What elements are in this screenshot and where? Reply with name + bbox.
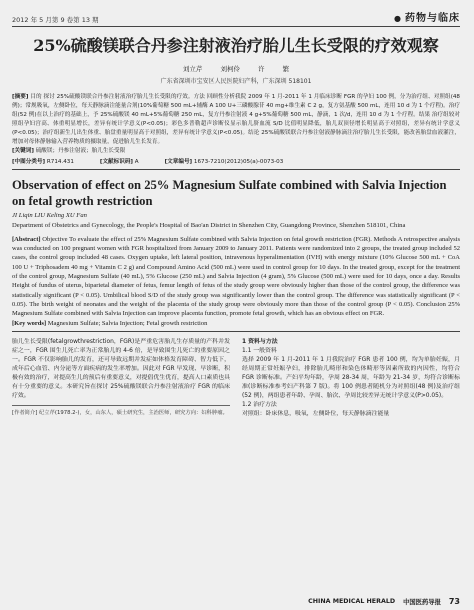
journal-name-cn: 中国医药导报 bbox=[403, 599, 441, 606]
abstract-en-text: Objective To evaluate the effect of 25% Magnesium Sulfate combined with Salvia Injection on fetal growth restriction (FGR). Methods A retrospective analysis was conducted on 100 pregnant women with FGR hospitalized from January 2009 to January 2011. Patients were randomized into 2 groups, the treated group included 52 cases, the control group included 48 cases. Oxygen uptake, left lateral position, intravenous hyperalimentation (IVH) with energy mixture (10% Glucose 500 mL + CoA 100 U + Triphosadem 40 mg + Vitamin C 2 g) and Compound Amino Acid (500 mL) were used in control group for 10 days. In the treated group, except for the treatment of the control group, Magnesium Sulfate (40 mL), 5% Glucose (250 mL) and Salvia Injection (4 gram), 5% Glucose (500 mL) were used for 10 days, once a day. Results Height of fundus of uterus, biparietal diameter of fetus, femur length of fetus of the study group were obviously higher than those of the control group, the difference was statistically significant (P < 0.05). Umbilical blood S/D of the study group was significantly lower than the control group. The difference was statistically significant (P < 0.05). The birth weight of neonates and the weight of the placenta of the study group were obviously more than those of the control group (P < 0.05). Conclusion 25% Magnesium Sulfate combined with Salvia Injection can improve placenta function, promote fetal growth, which has an obvious effect on FGR. bbox=[12, 235, 461, 318]
doc-label: [文献标识码] bbox=[99, 159, 133, 166]
page-footer bbox=[0, 597, 474, 606]
article-label: [文章编号] bbox=[164, 159, 193, 166]
keywords-en-text: Magnesium Sulfate; Salvia Injection; Fetal growth restriction bbox=[47, 319, 208, 327]
abstract-en-label: [Abstract] bbox=[12, 235, 41, 243]
article-code bbox=[165, 157, 284, 165]
issue-info: 2012 年 5 月第 9 卷第 13 期 bbox=[12, 16, 99, 24]
abstract-label: [摘要] bbox=[12, 94, 29, 100]
journal-name-en: CHINA MEDICAL HERALD bbox=[308, 598, 396, 605]
authors-en: JI Liqin LIU Keling XU Fan bbox=[12, 212, 87, 220]
doc-code bbox=[100, 157, 139, 165]
page-number: 73 bbox=[448, 597, 460, 606]
clc-label: [中图分类号] bbox=[12, 159, 46, 166]
methods-paragraph-2: 对照组：卧床休息，吸氧，左侧卧位，每天静脉滴注能量 bbox=[242, 410, 390, 417]
keywords-label: [关键词] bbox=[12, 148, 34, 155]
section-heading: 1 资料与方法 bbox=[242, 338, 278, 345]
keywords-text: 硫酸镁；丹参注射液；胎儿生长受限 bbox=[35, 148, 126, 155]
clc-code bbox=[12, 157, 74, 165]
affiliation-en: Department of Obstetrics and Gynecology, the People's Hospital of Bao'an District in Shenzhen City, Guangdong Province, Shenzhen 518101, China bbox=[12, 222, 406, 230]
author-3: 许 繁 bbox=[258, 65, 290, 73]
keywords-cn bbox=[12, 147, 460, 156]
title-cn: 25%硫酸镁联合丹参注射液治疗胎儿生长受限的疗效观察 bbox=[33, 36, 439, 55]
body-left-column bbox=[12, 338, 230, 419]
author-footnote: [作者简介] 纪立芹(1978.2-)，女，山东人，硕士研究生，主治医师，研究方向：妇科肿瘤。 bbox=[12, 405, 230, 417]
subsection-heading-2: 1.2 治疗方法 bbox=[242, 401, 277, 408]
author-2: 刘柯伶 bbox=[220, 65, 240, 73]
body-right-column bbox=[242, 338, 460, 419]
abstract-en bbox=[12, 235, 460, 319]
title-en: Observation of effect on 25% Magnesium Sulfate combined with Salvia Injection on fetal growth restriction bbox=[12, 178, 447, 208]
keywords-en bbox=[12, 319, 460, 332]
section-label: 药物与临床 bbox=[405, 13, 460, 24]
classification-codes bbox=[12, 157, 460, 170]
authors-cn bbox=[12, 64, 460, 73]
doc-value: A bbox=[134, 159, 139, 166]
keywords-en-label: [Key words] bbox=[12, 319, 47, 327]
methods-paragraph-1: 选择 2009 年 1 月-2011 年 1 月我院治疗 FGR 患者 100 例，均为单胎妊娠，月经周期正常妊娠孕妇，排除胎儿畸形和染色体畸形等因素所致的内因性，均符合 FGR 诊断标准。产妇平均年龄，孕周 28-34 周，年龄为 21-34 岁，均符合诊断标准(诊断标准参考妇产科第 7 版)。将 100 例患者随机分为对照组(48 例)及治疗组(52 例)，两组患者年龄、孕周、胎次、孕周比较差异无统计学意义(P>0.05)。 bbox=[242, 356, 460, 399]
author-1: 刘立芹 bbox=[182, 65, 203, 73]
subsection-heading-1: 1.1 一般资料 bbox=[242, 347, 277, 354]
abstract-text: 目的 探讨 25%硫酸镁联合丹参注射液治疗胎儿生长受限的疗效。方法 回顾性分析我院 2009 年 1 月-2011 年 1 月临床诊断 FGR 的孕妇 100 例，分为治疗组、对照组(48 例)；常规吸氧，左侧卧位，每天静脉滴注能量合剂(10%葡萄糖 500 mL+辅酶 A 100 U+三磷酸腺苷 40 mg+维生素 C 2 g，复方氨基酸 500 mL，连用 10 d 为 1 个疗程)。治疗组(52 例)在以上治疗的基础上，予 25%硫酸镁 40 mL+5%葡萄糖 250 mL，复方丹参注射液 4 g+5%葡萄糖 500 mL，静滴，1 次/d，连用 10 d 为 1 个疗程。结果 治疗组较对照组孕妇宫高、体重明显增长，差异有统计学意义(P<0.05)；彩色多普勒超声诊断仪显示胎儿脐血流 S/D 比值明显降低，胎儿双顶径增长明显高于对照组，差异有统计学意义(P<0.05)；治疗组新生儿出生体重、胎盘重量明显高于对照组，差异有统计学意义(P<0.05)。结论 25%硫酸镁联合丹参注射液静脉滴注治疗胎儿生长受限，能改善胎盘血液灌注，增加对母体静脉输入营养物质的摄取量，促进胎儿生长发育。 bbox=[12, 94, 460, 145]
abstract-cn bbox=[12, 93, 460, 146]
bullet-icon: ● bbox=[394, 14, 402, 23]
article-value: 1673-7210(2012)05(a)-0073-03 bbox=[193, 159, 284, 166]
running-header bbox=[12, 10, 460, 27]
intro-paragraph: 胎儿生长受限(fetalgrowthrestriction，FGR)是严重危害胎儿生存质量的产科并发症之一，FGR 围生儿死亡率为正常胎儿的 4-6 倍，是导致围生儿死亡的重要原因之一。FGR 不仅影响胎儿的发育，还可导致远期并发症如体格发育障碍、智力低下，成年后心血管、内分泌等方面疾病的发生率增加。因此对 FGR 早发现、早诊断，积极有效的治疗，对提高生儿的预后有重要意义，对提倡优生优育，提高人口素质也具有十分重要的意义。本研究旨在探讨 25%硫酸镁联合丹参注射液治疗 FGR 的临床疗效。 bbox=[12, 338, 230, 399]
clc-value: R714.431 bbox=[46, 159, 74, 166]
affiliation-cn: 广东省深圳市宝安区人民医院妇产科，广东深圳 518101 bbox=[160, 78, 312, 85]
section-name bbox=[394, 9, 460, 24]
body-columns bbox=[12, 338, 460, 419]
